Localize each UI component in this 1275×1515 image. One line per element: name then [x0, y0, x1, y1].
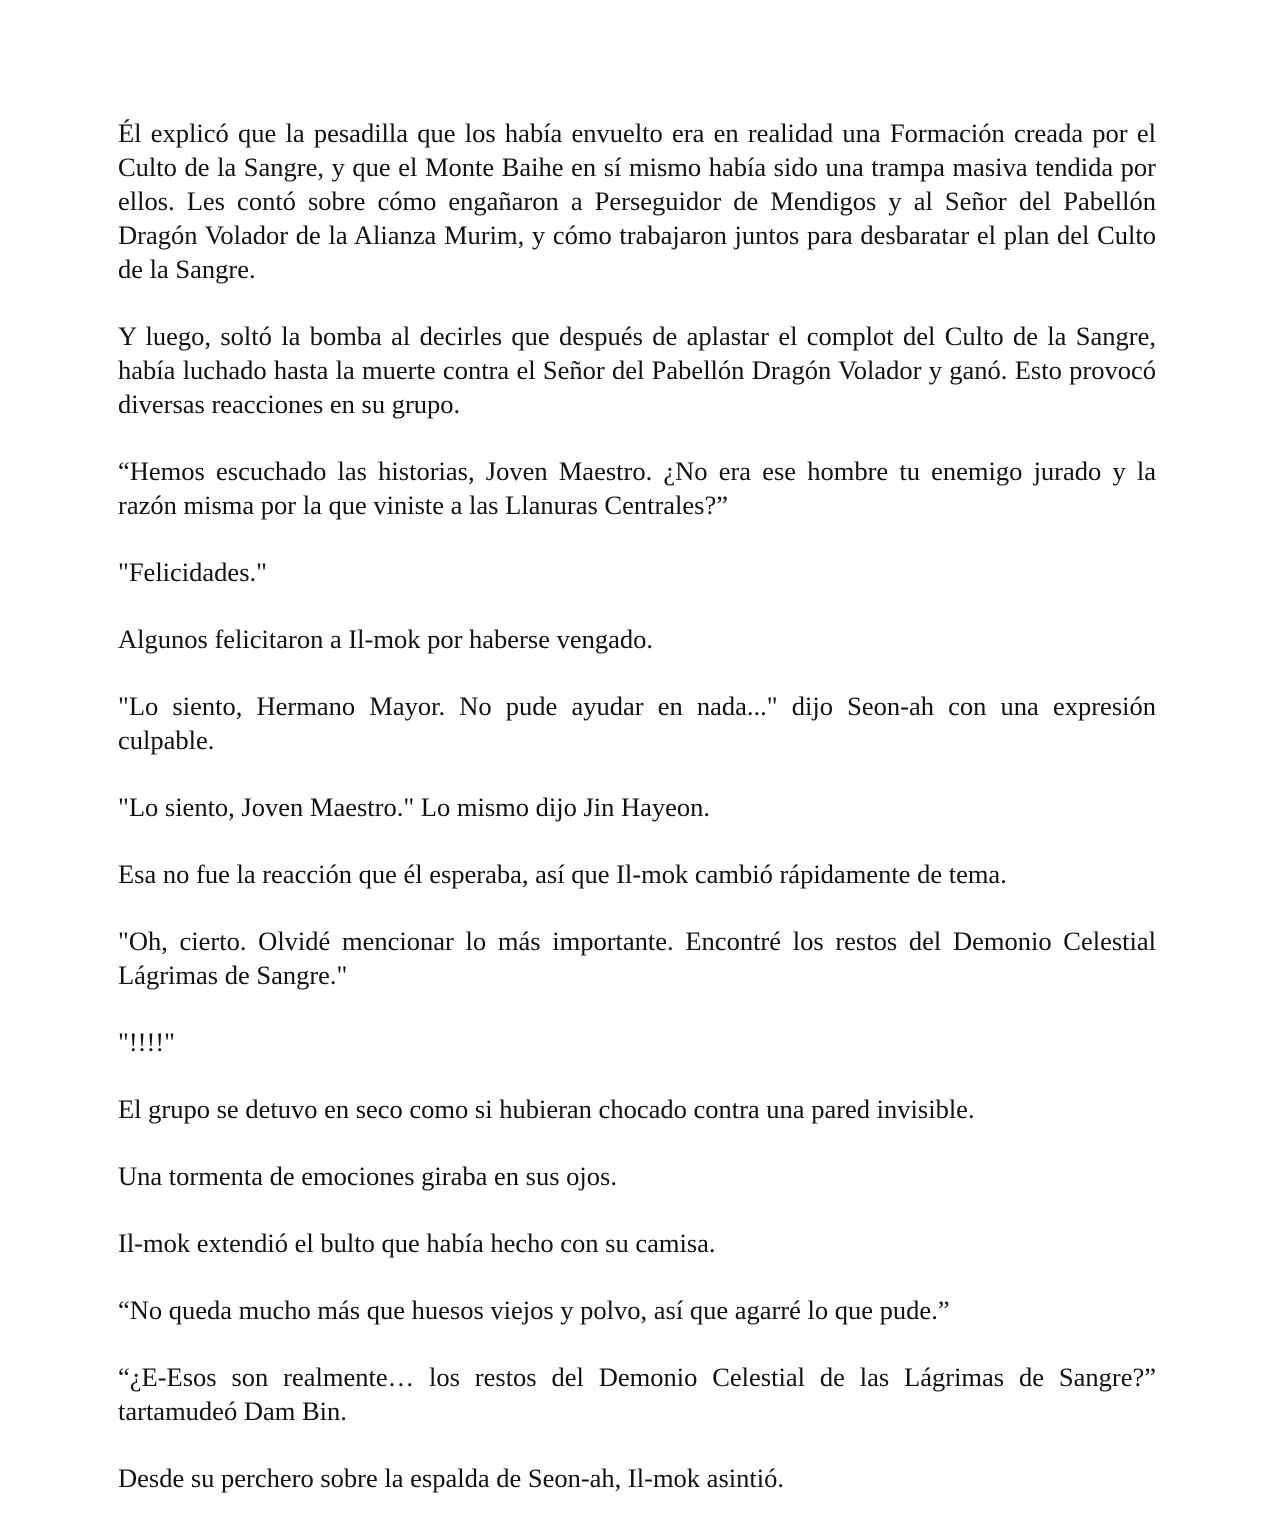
paragraph-15: “¿E-Esos son realmente… los restos del Demonio Celestial de las Lágrimas de Sangre?” tartamudeó Dam Bin. [118, 1362, 1156, 1426]
paragraph-7: "Lo siento, Joven Maestro." Lo mismo dijo Jin Hayeon. [118, 792, 711, 822]
paragraph-14: “No queda mucho más que huesos viejos y polvo, así que agarré lo que pude.” [118, 1295, 950, 1325]
paragraph-10: "!!!!" [118, 1027, 175, 1057]
paragraph-9: "Oh, cierto. Olvidé mencionar lo más importante. Encontré los restos del Demonio Celestial Lágrimas de Sangre." [118, 926, 1156, 990]
paragraph-6: "Lo siento, Hermano Mayor. No pude ayudar en nada..." dijo Seon-ah con una expresión culpable. [118, 691, 1156, 755]
document-page [118, 116, 1156, 1495]
paragraph-5: Algunos felicitaron a Il-mok por haberse vengado. [118, 624, 653, 654]
paragraph-2: Y luego, soltó la bomba al decirles que después de aplastar el complot del Culto de la Sangre, había luchado hasta la muerte contra el Señor del Pabellón Dragón Volador y ganó. Esto provocó diversas reacciones en su grupo. [118, 321, 1156, 419]
paragraph-3: “Hemos escuchado las historias, Joven Maestro. ¿No era ese hombre tu enemigo jurado y la razón misma por la que viniste a las Llanuras Centrales?” [118, 456, 1156, 520]
paragraph-12: Una tormenta de emociones giraba en sus ojos. [118, 1161, 617, 1191]
paragraph-1: Él explicó que la pesadilla que los había envuelto era en realidad una Formación creada por el Culto de la Sangre, y que el Monte Baihe en sí mismo había sido una trampa masiva tendida por ellos. Les contó sobre cómo engañaron a Perseguidor de Mendigos y al Señor del Pabellón Dragón Volador de la Alianza Murim, y cómo trabajaron juntos para desbaratar el plan del Culto de la Sangre. [118, 118, 1156, 284]
paragraph-8: Esa no fue la reacción que él esperaba, así que Il-mok cambió rápidamente de tema. [118, 859, 1007, 889]
paragraph-4: "Felicidades." [118, 557, 267, 587]
paragraph-13: Il-mok extendió el bulto que había hecho con su camisa. [118, 1228, 716, 1258]
paragraph-11: El grupo se detuvo en seco como si hubieran chocado contra una pared invisible. [118, 1094, 975, 1124]
paragraph-16: Desde su perchero sobre la espalda de Seon-ah, Il-mok asintió. [118, 1463, 784, 1493]
